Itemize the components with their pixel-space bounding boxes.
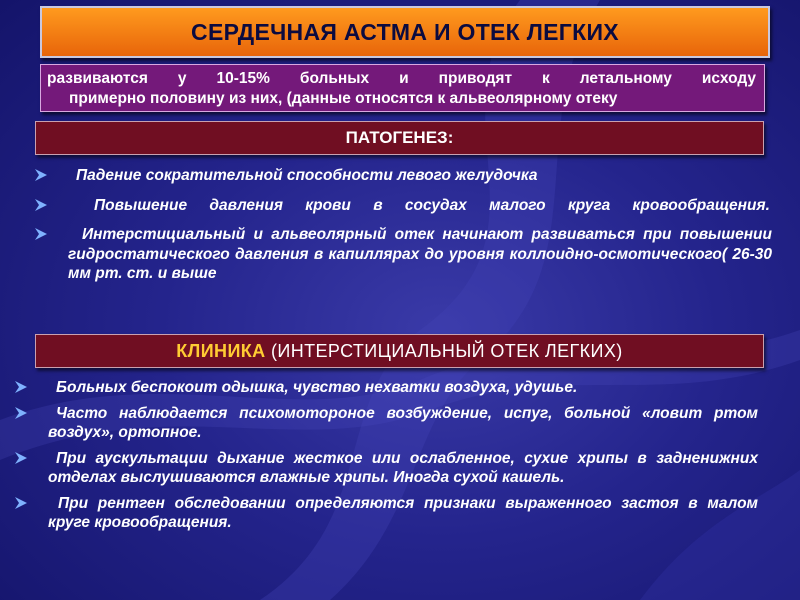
clinic-heading-highlight: КЛИНИКА — [176, 340, 266, 361]
pathogenesis-list — [68, 166, 772, 294]
arrow-bullet-icon — [34, 227, 48, 241]
pathogenesis-heading: ПАТОГЕНЕЗ: — [35, 121, 764, 155]
list-item — [48, 404, 758, 443]
intro-line-1: развиваются у 10-15% больных и приводят к летальному исходу — [47, 70, 756, 87]
arrow-bullet-icon — [14, 496, 28, 510]
list-item — [48, 449, 758, 488]
clinic-item-3: При аускультации дыхание жесткое или ослабленное, сухие хрипы в задненижних отделах выслушиваются влажные хрипы. Иногда сухой кашель. — [48, 449, 758, 486]
list-item — [68, 196, 772, 216]
clinic-list — [48, 378, 758, 539]
list-item — [48, 378, 758, 398]
arrow-bullet-icon — [14, 451, 28, 465]
arrow-bullet-icon — [34, 168, 48, 182]
list-item — [68, 166, 772, 186]
clinic-item-2: Часто наблюдается психомотороное возбуждение, испуг, больной «ловит ртом воздух», ортопное. — [48, 404, 758, 441]
clinic-heading-rest: (ИНТЕРСТИЦИАЛЬНЫЙ ОТЕК ЛЕГКИХ) — [265, 340, 623, 361]
pathogenesis-item-2: Повышение давления крови в сосудах малого круга кровообращения. — [94, 196, 770, 214]
list-item — [48, 494, 758, 533]
arrow-bullet-icon — [14, 406, 28, 420]
pathogenesis-item-1: Падение сократительной способности левого желудочка — [76, 167, 538, 184]
intro-box — [40, 64, 765, 112]
pathogenesis-item-3: Интерстициальный и альвеолярный отек начинают развиваться при повышении гидростатического давления в капиллярах до уровня коллоидно-осмотического( 26-30 мм рт. ст. и выше — [68, 226, 772, 282]
clinic-item-4: При рентген обследовании определяются признаки выраженного застоя в малом круге кровообращения. — [48, 494, 758, 531]
clinic-item-1: Больных беспокоит одышка, чувство нехватки воздуха, удушье. — [56, 379, 578, 396]
intro-line-2: примерно половину из них, (данные относятся к альвеолярному отеку — [69, 90, 618, 107]
arrow-bullet-icon — [34, 198, 48, 212]
list-item — [68, 225, 772, 284]
clinic-heading — [35, 334, 764, 368]
arrow-bullet-icon — [14, 380, 28, 394]
slide-title: СЕРДЕЧНАЯ АСТМА И ОТЕК ЛЕГКИХ — [40, 6, 770, 58]
